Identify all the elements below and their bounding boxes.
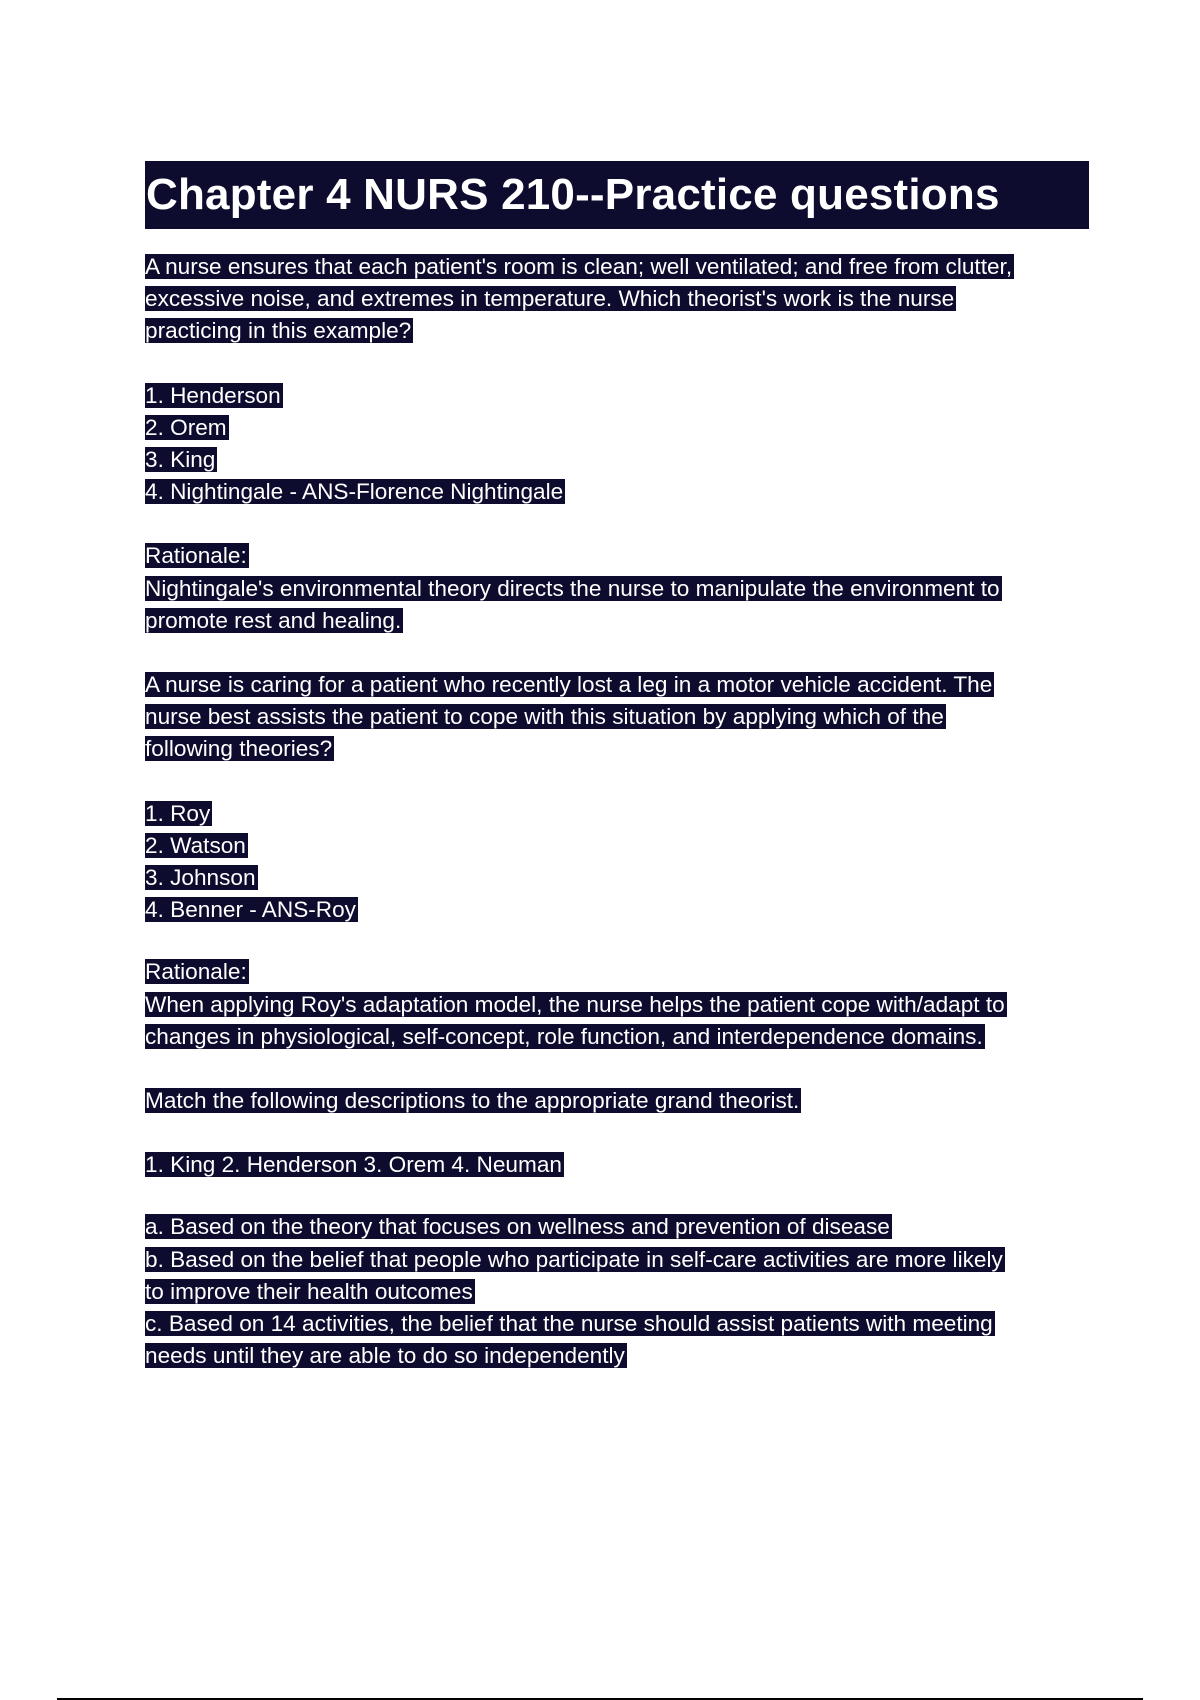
description-line: b. Based on the belief that people who participate in self-care activities are more likely	[145, 1246, 1003, 1272]
page-title: Chapter 4 NURS 210--Practice questions	[146, 170, 1000, 219]
document-page	[145, 161, 1090, 1372]
title-banner	[145, 161, 1089, 229]
question-3-theorists	[145, 1149, 1090, 1181]
document-content	[145, 251, 1090, 1372]
theorist-list: 1. King 2. Henderson 3. Orem 4. Neuman	[145, 1152, 562, 1178]
question-1-stem-line: excessive noise, and extremes in temperature. Which theorist's work is the nurse	[145, 286, 955, 312]
description-line: c. Based on 14 activities, the belief that the nurse should assist patients with meeting	[145, 1311, 993, 1337]
question-2-stem	[145, 669, 1090, 766]
question-1-option: 2. Orem	[145, 414, 227, 440]
question-1-option: 3. King	[145, 447, 216, 473]
rationale-line: promote rest and healing.	[145, 607, 402, 633]
question-2-option: 3. Johnson	[145, 865, 256, 891]
question-3-stem	[145, 1085, 1090, 1117]
rationale-line: Nightingale's environmental theory directs the nurse to manipulate the environment to	[145, 575, 1000, 601]
question-1-options	[145, 380, 1090, 509]
description-line: needs until they are able to do so independently	[145, 1343, 625, 1369]
question-1-option: 4. Nightingale - ANS-Florence Nightingale	[145, 479, 564, 505]
question-2-stem-line: following theories?	[145, 736, 333, 762]
description-line: a. Based on the theory that focuses on wellness and prevention of disease	[145, 1214, 890, 1240]
question-1-rationale	[145, 540, 1090, 637]
question-1-stem	[145, 251, 1090, 348]
question-1-stem-line: A nurse ensures that each patient's room is clean; well ventilated; and free from clutter,	[145, 254, 1013, 279]
question-2-stem-line: A nurse is caring for a patient who recently lost a leg in a motor vehicle accident. The	[145, 672, 993, 698]
rationale-label: Rationale:	[145, 543, 247, 569]
description-line: to improve their health outcomes	[145, 1278, 473, 1304]
question-2-option: 2. Watson	[145, 832, 246, 858]
rationale-line: When applying Roy's adaptation model, the nurse helps the patient cope with/adapt to	[145, 991, 1005, 1017]
question-3-descriptions	[145, 1211, 1090, 1372]
question-3-stem-line: Match the following descriptions to the appropriate grand theorist.	[145, 1088, 800, 1114]
question-2-options	[145, 798, 1090, 927]
question-2-option: 4. Benner - ANS-Roy	[145, 897, 356, 923]
question-2-stem-line: nurse best assists the patient to cope with this situation by applying which of the	[145, 704, 944, 730]
question-2-option: 1. Roy	[145, 800, 211, 826]
rationale-label: Rationale:	[145, 959, 247, 985]
question-1-stem-line: practicing in this example?	[145, 318, 412, 344]
question-1-option: 1. Henderson	[145, 382, 281, 408]
rationale-line: changes in physiological, self-concept, role function, and interdependence domains.	[145, 1023, 983, 1049]
question-2-rationale	[145, 956, 1090, 1053]
